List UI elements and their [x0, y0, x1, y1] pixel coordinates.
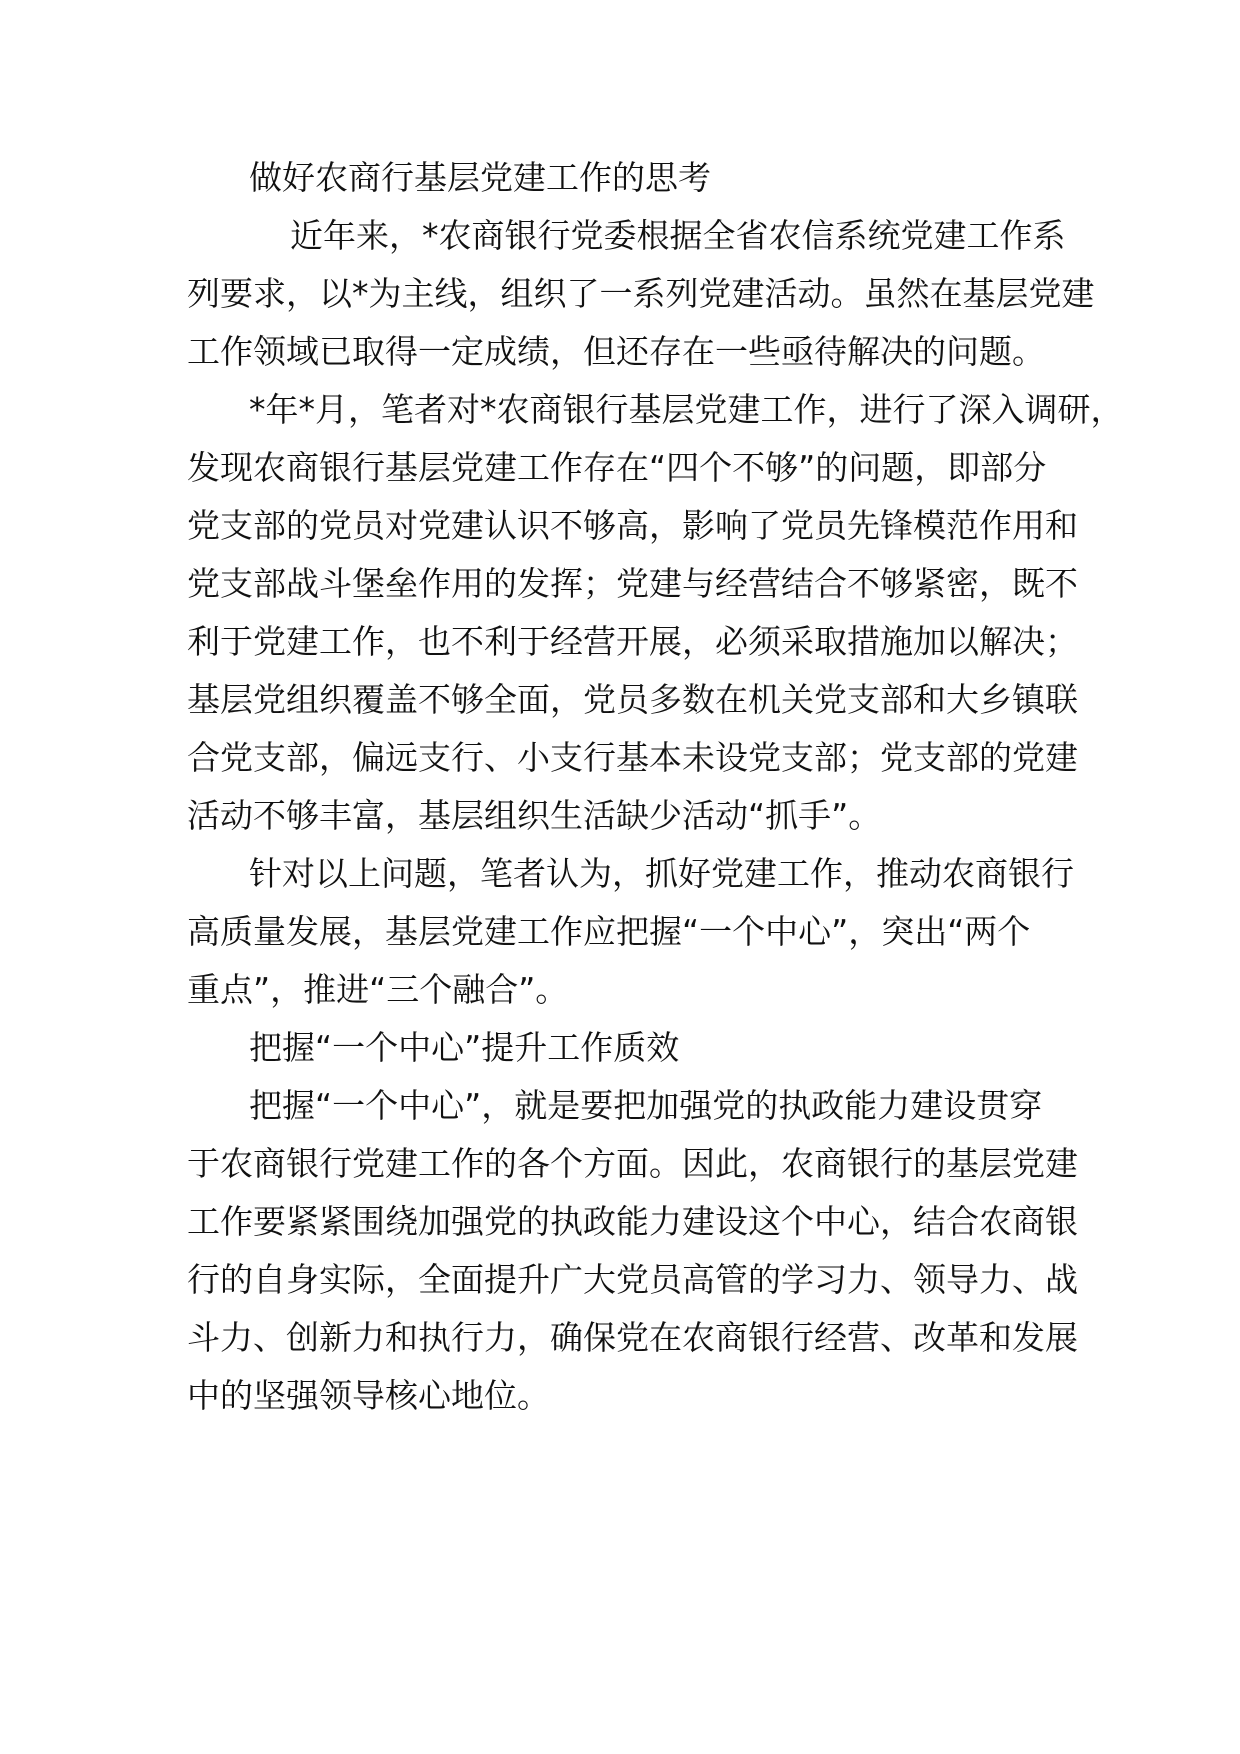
text-line: 活动不够丰富，基层组织生活缺少活动“抓手”。	[187, 796, 882, 835]
text-line: 近年来，*农商银行党委根据全省农信系统党建工作系	[290, 216, 1066, 255]
text-line: *年*月，笔者对*农商银行基层党建工作，进行了深入调研，	[249, 390, 1124, 429]
text-line: 把握“一个中心”，就是要把加强党的执政能力建设贯穿	[249, 1086, 1043, 1125]
text-line: 利于党建工作，也不利于经营开展，必须采取措施加以解决；	[187, 622, 1078, 661]
text-line: 斗力、创新力和执行力，确保党在农商银行经营、改革和发展	[187, 1318, 1078, 1357]
text-line: 工作要紧紧围绕加强党的执政能力建设这个中心，结合农商银	[187, 1202, 1078, 1241]
text-line: 行的自身实际，全面提升广大党员高管的学习力、领导力、战	[187, 1260, 1078, 1299]
section-heading: 把握“一个中心”提升工作质效	[249, 1028, 680, 1067]
text-line: 高质量发展，基层党建工作应把握“一个中心”，突出“两个	[187, 912, 1031, 951]
text-line: 党支部的党员对党建认识不够高，影响了党员先锋模范作用和	[187, 506, 1078, 545]
text-line: 合党支部，偏远支行、小支行基本未设党支部；党支部的党建	[187, 738, 1078, 777]
text-line: 党支部战斗堡垒作用的发挥；党建与经营结合不够紧密，既不	[187, 564, 1078, 603]
text-line: 发现农商银行基层党建工作存在“四个不够”的问题，即部分	[187, 448, 1047, 487]
text-line: 重点”，推进“三个融合”。	[187, 970, 569, 1009]
document-title: 做好农商行基层党建工作的思考	[249, 158, 711, 197]
text-line: 列要求，以*为主线，组织了一系列党建活动。虽然在基层党建	[187, 274, 1095, 313]
text-line: 工作领域已取得一定成绩，但还存在一些亟待解决的问题。	[187, 332, 1045, 371]
text-line: 于农商银行党建工作的各个方面。因此，农商银行的基层党建	[187, 1144, 1078, 1183]
text-line: 中的坚强领导核心地位。	[187, 1376, 550, 1415]
text-line: 基层党组织覆盖不够全面，党员多数在机关党支部和大乡镇联	[187, 680, 1078, 719]
text-line: 针对以上问题，笔者认为，抓好党建工作，推动农商银行	[249, 854, 1074, 893]
